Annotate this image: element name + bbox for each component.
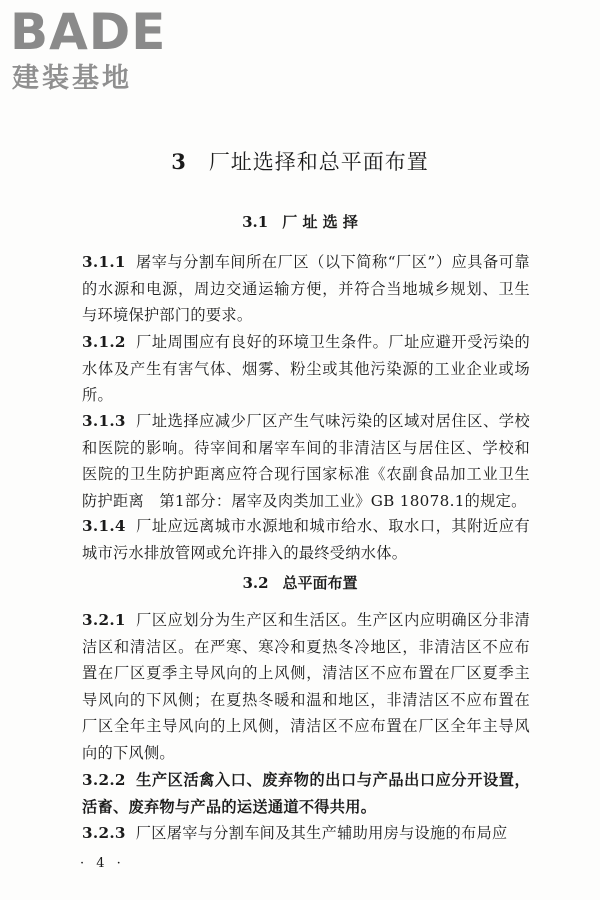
section-title-text: 厂 址 选 择 <box>282 213 358 231</box>
section-title-3-1 <box>0 211 600 232</box>
clause-number: 3.1.4 <box>82 517 126 535</box>
section-title-3-2 <box>0 572 600 593</box>
section-number: 3.2 <box>242 574 269 592</box>
section-title-text: 总平面布置 <box>282 574 358 592</box>
clause-number: 3.2.2 <box>82 771 126 789</box>
clause-number: 3.1.1 <box>82 253 126 271</box>
logo-subtitle: 建装基地 <box>12 63 132 94</box>
clause-3-1-1 <box>82 249 530 329</box>
clause-number: 3.2.3 <box>82 824 126 842</box>
clause-3-2-2 <box>82 767 530 820</box>
clause-text: 生产区活禽入口、废弃物的出口与产品出口应分开设置，活畜、废弃物与产品的运送通道不得共用。 <box>82 771 530 816</box>
clause-text: 厂址应远离城市水源地和城市给水、取水口，其附近应有城市污水排放管网或允许排入的最终受纳水体。 <box>82 517 530 562</box>
section-number: 3.1 <box>242 213 269 231</box>
clause-3-1-4 <box>82 513 530 566</box>
clause-number: 3.1.2 <box>82 333 126 351</box>
clause-text: 厂址周围应有良好的环境卫生条件。厂址应避开受污染的水体及产生有害气体、烟雾、粉尘或其他污染源的工业企业或场所。 <box>82 333 530 404</box>
clause-3-2-3 <box>82 820 530 847</box>
clause-text: 屠宰与分割车间所在厂区（以下简称“厂区”）应具备可靠的水源和电源，周边交通运输方便，并符合当地城乡规划、卫生与环境保护部门的要求。 <box>82 253 530 324</box>
clause-text: 厂址选择应减少厂区产生气味污染的区域对居住区、学校和医院的影响。待宰间和屠宰车间的非清洁区与居住区、学校和医院的卫生防护距离应符合现行国家标准《农副食品加工业卫生防护距离 第1部分：屠宰及肉类加工业》GB 18078.1的规定。 <box>82 412 530 510</box>
clause-number: 3.1.3 <box>82 412 126 430</box>
bade-logo <box>10 3 190 98</box>
clause-3-2-1 <box>82 607 530 766</box>
chapter-number: 3 <box>171 149 187 174</box>
clause-3-1-2 <box>82 329 530 409</box>
clause-text: 厂区应划分为生产区和生活区。生产区内应明确区分非清洁区和清洁区。在严寒、寒冷和夏热冬冷地区，非清洁区不应布置在厂区夏季主导风向的上风侧，清洁区不应布置在厂区夏季主导风向的下风侧；在夏热冬暖和温和地区，非清洁区不应布置在厂区全年主导风向的上风侧，清洁区不应布置在厂区全年主导风向的下风侧。 <box>82 611 530 762</box>
chapter-title <box>0 146 600 176</box>
clause-3-1-3 <box>82 408 530 514</box>
logo-wordmark: BADE <box>10 3 167 61</box>
chapter-title-text: 厂址选择和总平面布置 <box>208 150 429 174</box>
clause-text: 厂区屠宰与分割车间及其生产辅助用房与设施的布局应 <box>135 824 508 842</box>
page-number: · 4 · <box>80 856 125 871</box>
clause-number: 3.2.1 <box>82 611 126 629</box>
